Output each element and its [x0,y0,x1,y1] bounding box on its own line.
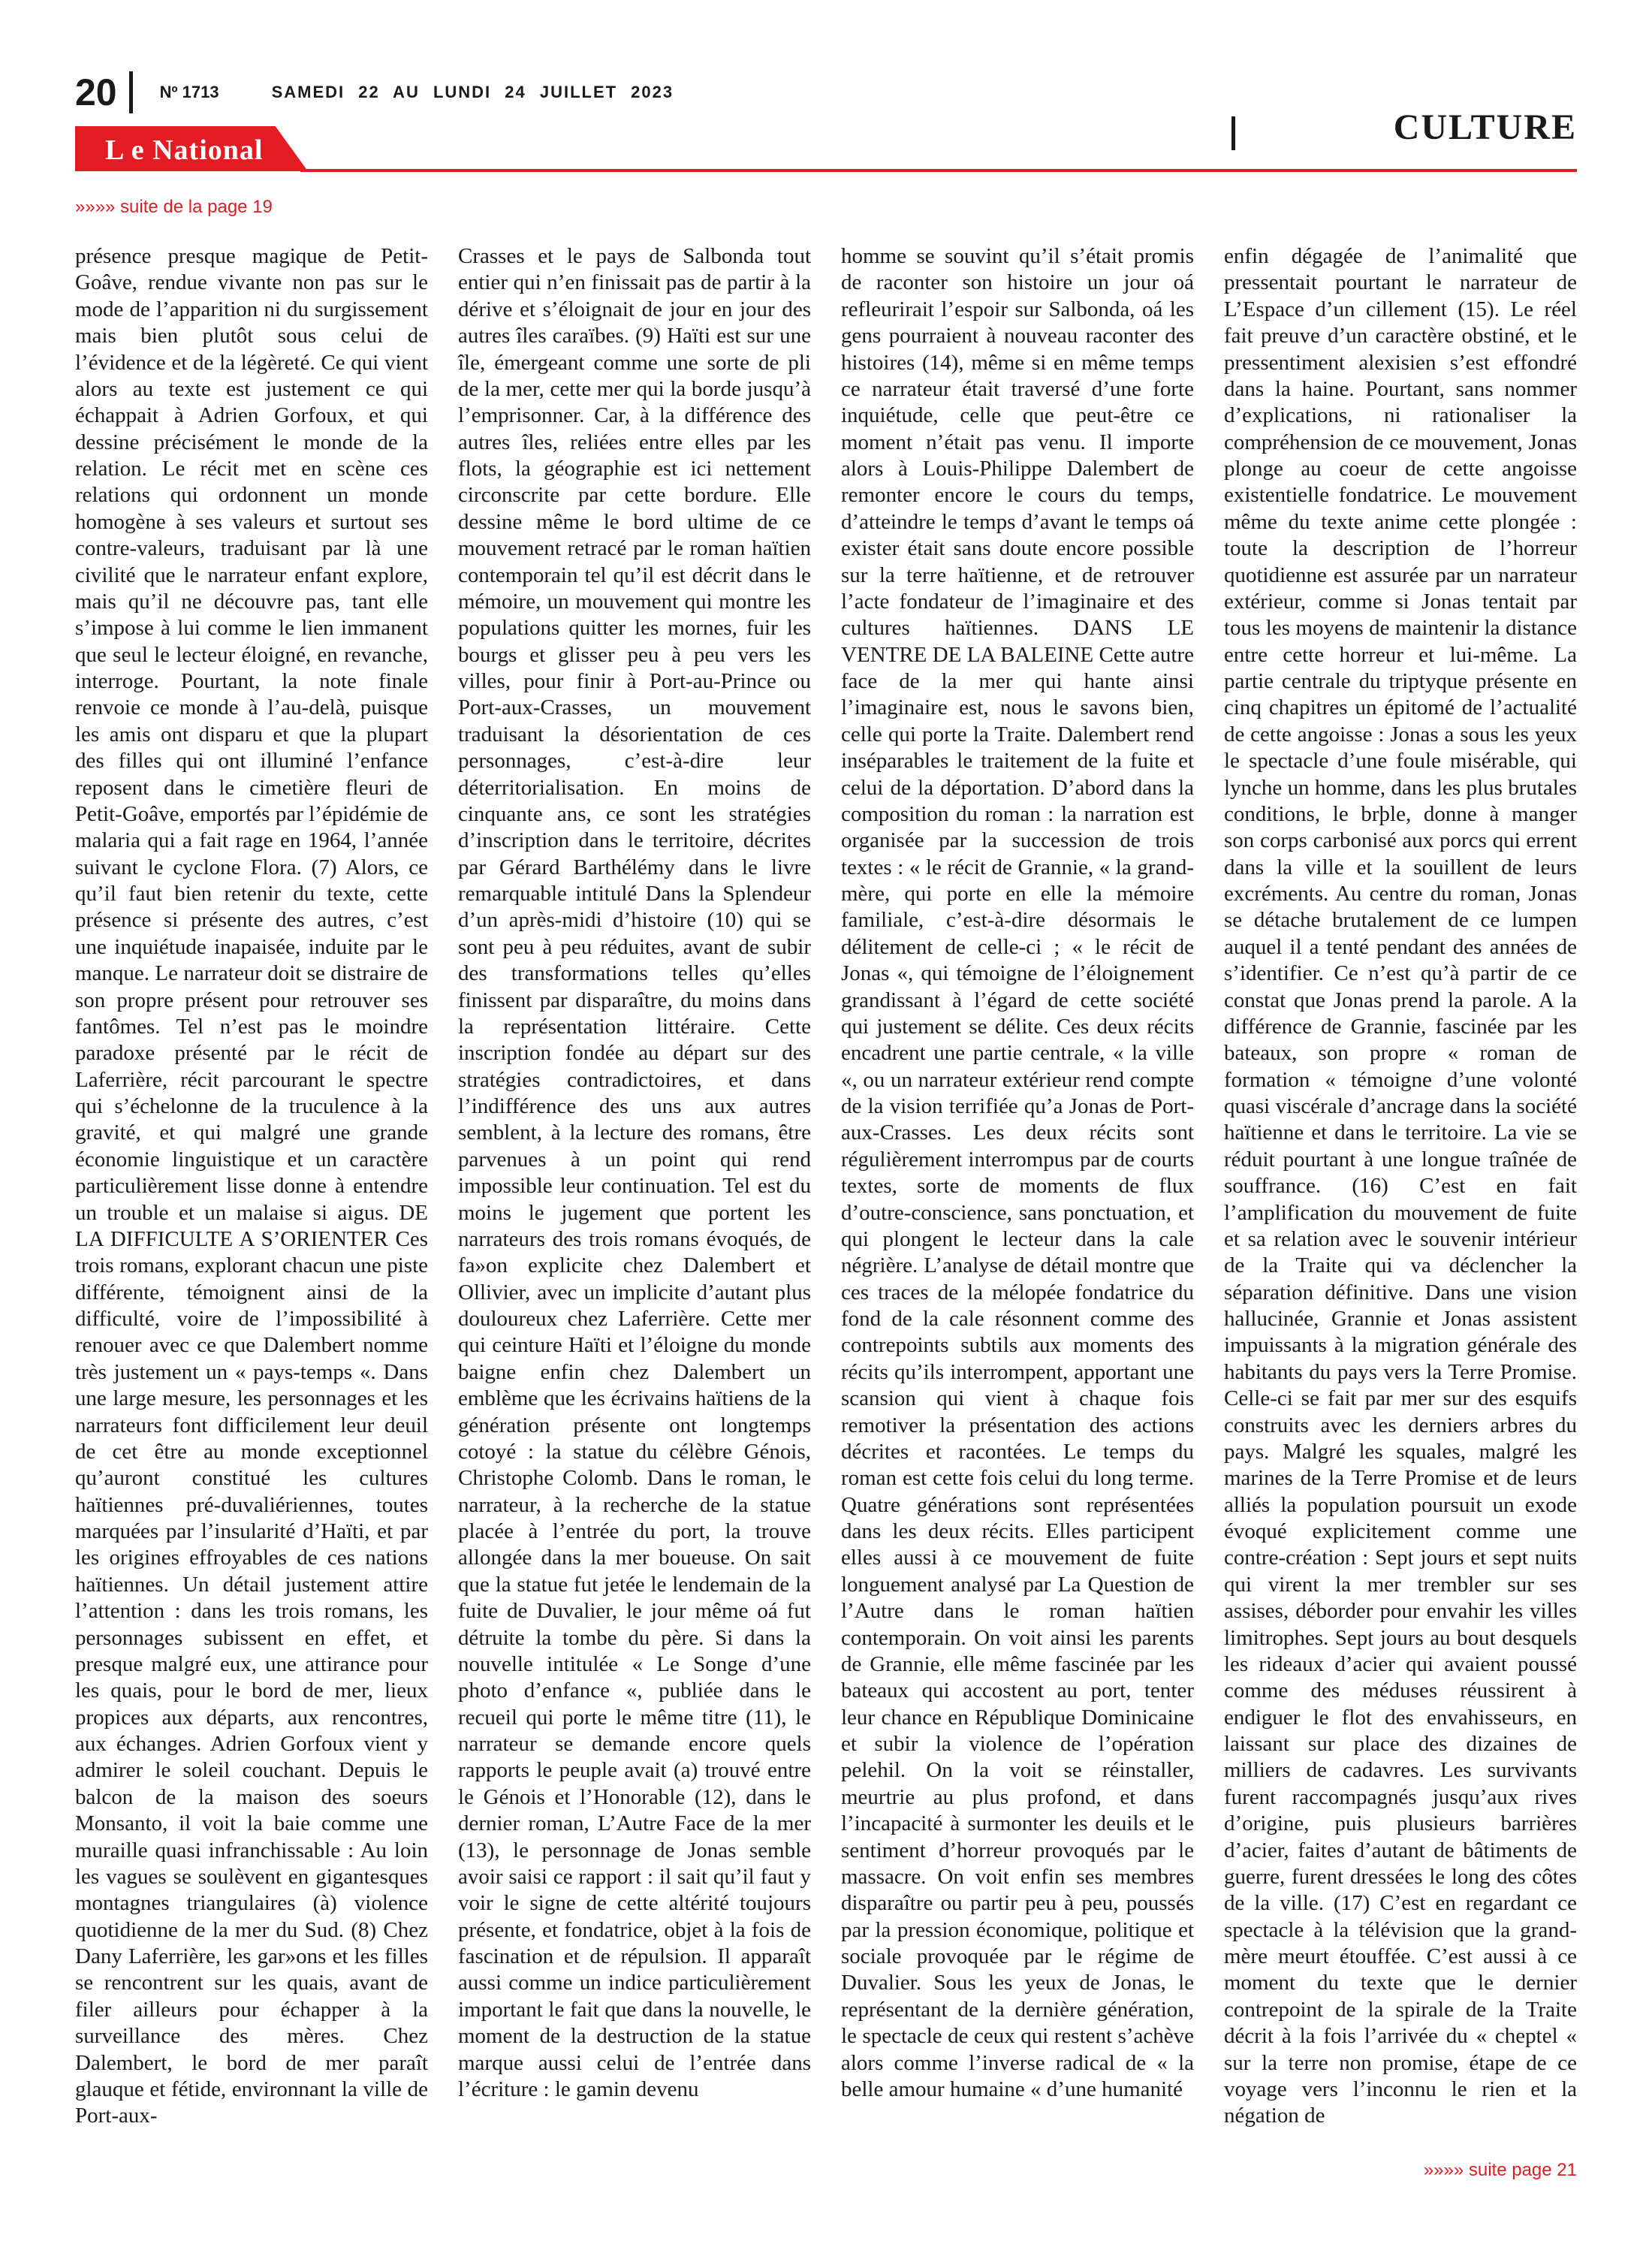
section-title: CULTURE [1393,107,1577,147]
masthead [75,69,674,116]
page-number: 20 [75,71,117,113]
column-text: Crasses et le pays de Salbonda tout entier qui n’en finissait pas de partir à la dérive et s’éloignait de jour en jour des autres îles caraïbes. (9) Haïti est sur une île, émergeant comme une sorte de pli de la mer, cette mer qui la borde jusqu’à l’emprisonner. Car, à la différence des autres îles, reliées entre elles par les flots, la géographie est ici nettement circonscrite par cette bordure. Elle dessine même le bord ultime de ce mouvement retracé par le roman haïtien contemporain tel qu’il est décrit dans le mémoire, un mouvement qui montre les populations quitter les mornes, fuir les bourgs et glisser peu à peu vers les villes, pour finir à Port-au-Prince ou Port-aux-Crasses, un mouvement traduisant la désorientation de ces personnages, c’est-à-dire leur déterritorialisation. En moins de cinquante ans, ce sont les stratégies d’inscription dans le territoire, décrites par Gérard Barthélémy dans le livre remarquable intitulé Dans la Splendeur d’un après-midi d’histoire (10) qui se sont peu à peu réduites, avant de subir des transformations telles qu’elles finissent par disparaître, du moins dans la représentation littéraire. Cette inscription fondée au départ sur des stratégies contradictoires, et dans l’indifférence des uns aux autres semblent, à la lecture des romans, être parvenues à un point qui rend impossible leur continuation. Tel est du moins le jugement que portent les narrateurs des trois romans évoqués, de fa»on explicite chez Dalembert et Ollivier, avec un implicite d’autant plus douloureux chez Laferrière. Cette mer qui ceinture Haïti et l’éloigne du monde baigne enfin chez Dalembert un emblème que les écrivains haïtiens de la génération présente ont longtemps cotoyé : la statue du célèbre Génois, Christophe Colomb. Dans le roman, le narrateur, à la recherche de la statue placée à l’entrée du port, la trouve allongée dans la mer boueuse. On sait que la statue fut jetée le lendemain de la fuite de Duvalier, le jour même oá fut détruite la tombe du père. Si dans la nouvelle intitulée « Le Songe d’une photo d’enfance «, publiée dans le recueil qui porte le même titre (11), le narrateur se demande encore quels rapports le peuple avait (a) trouvé entre le Génois et l’Honorable (12), dans le dernier roman, L’Autre Face de la mer (13), le personnage de Jonas semble avoir saisi ce rapport : il sait qu’il faut y voir le signe de cette altérité toujours présente, et fondatrice, objet à la fois de fascination et de répulsion. Il apparaît aussi comme un indice particulièrement important le fait que dans la nouvelle, le moment de la destruction de la statue marque aussi celui de l’entrée dans l’écriture : le gamin devenu [458,244,811,2101]
article-column-1 [75,243,428,2160]
header-rule [300,169,1577,172]
continued-from-link[interactable]: »»»» suite de la page 19 [75,197,273,217]
issue-number: Nº 1713 [159,83,219,101]
article-body [75,243,1577,2160]
page-number-divider [129,71,133,113]
column-text: enfin dégagée de l’animalité que pressentait pourtant le narrateur de L’Espace d’un cillement (15). Le réel fait preuve d’un caractère obstiné, et le pressentiment alexisien s’est effondré dans la haine. Pourtant, sans nommer d’explications, ni rationaliser la compréhension de ce mouvement, Jonas plonge au coeur de cette angoisse existentielle fondatrice. Le mouvement même du texte anime cette plongée : toute la description de l’horreur quotidienne est assurée par un narrateur extérieur, comme si Jonas tentait par tous les moyens de maintenir la distance entre cette horreur et lui-même. La partie centrale du triptyque présente en cinq chapitres un épitomé de l’actualité de cette angoisse : Jonas a sous les yeux le spectacle d’une foule misérable, qui lynche un homme, dans les plus brutales conditions, le brþle, donne à manger son corps carbonisé aux porcs qui errent dans la ville et la souillent de leurs excréments. Au centre du roman, Jonas se détache brutalement de ce lumpen auquel il a tenté pendant des années de s’identifier. Ce n’est qu’à partir de ce constat que Jonas prend la parole. A la différence de Grannie, fascinée par les bateaux, son propre « roman de formation « témoigne d’une volonté quasi viscérale d’ancrage dans la société haïtienne et dans le territoire. La vie se réduit pourtant à une longue traînée de souffrance. (16) C’est en fait l’amplification du mouvement de fuite et sa relation avec le souvenir intérieur de la Traite qui va déclencher la séparation définitive. Dans une vision hallucinée, Grannie et Jonas assistent impuissants à la migration générale des habitants du pays vers la Terre Promise. Celle-ci se fait par mer sur des esquifs construits avec les derniers arbres du pays. Malgré les squales, malgré les marines de la Terre Promise et de leurs alliés la population poursuit un exode évoqué explicitement comme une contre-création : Sept jours et sept nuits qui virent la mer trembler sur ses assises, déborder pour envahir les villes limitrophes. Sept jours au bout desquels les rideaux d’acier qui avaient poussé comme des méduses réussirent à endiguer le flot des envahisseurs, en laissant sur place des dizaines de milliers de cadavres. Les survivants furent raccompagnés jusqu’aux rives d’origine, puis plusieurs barrières d’acier, faites d’autant de bâtiments de guerre, furent dressées le long des côtes de la ville. (17) C’est en regardant ce spectacle à la télévision que la grand-mère meurt étouffée. C’est aussi à ce moment du texte que le dernier contrepoint de la spirale de la Traite décrit à la fois l’arrivée du « cheptel « sur la terre non promise, étape de ce voyage vers l’inconnu le rien et la négation de [1224,244,1577,2128]
brand-logo: L e National [105,134,264,166]
article-column-4 [1224,243,1577,2160]
issue-date: SAMEDI 22 AU LUNDI 24 JUILLET 2023 [271,83,674,101]
section-divider [1231,116,1235,150]
continued-to-link[interactable]: »»»» suite page 21 [1423,2160,1577,2180]
column-text: présence presque magique de Petit-Goâve, rendue vivante non pas sur le mode de l’apparition ni du surgissement mais bien plutôt sous celui de l’évidence et de la légèreté. Ce qui vient alors au texte est justement ce qui échappait à Adrien Gorfoux, et qui dessine précisément le monde de la relation. Le récit met en scène ces relations qui ordonnent un monde homogène à ses valeurs et surtout ses contre-valeurs, traduisant par là une civilité que le narrateur enfant explore, mais qu’il ne découvre pas, tant elle s’impose à lui comme le lien immanent que seul le lecteur éloigné, en revanche, interroge. Pourtant, la note finale renvoie ce monde à l’au-delà, puisque les amis ont disparu et que la plupart des filles qui ont illuminé l’enfance reposent dans le cimetière fleuri de Petit-Goâve, emportés par l’épidémie de malaria qui a fait rage en 1964, l’année suivant le cyclone Flora. (7) Alors, ce qu’il faut bien retenir du texte, cette présence si présente des autres, c’est une inquiétude inapaisée, induite par le manque. Le narrateur doit se distraire de son propre présent pour retrouver ses fantômes. Tel n’est pas le moindre paradoxe présenté par le récit de Laferrière, récit parcourant le spectre qui s’échelonne de la truculence à la gravité, et qui malgré une grande économie linguistique et un caractère particulièrement lisse donne à entendre un trouble et un malaise si aigus. DE LA DIFFICULTE A S’ORIENTER Ces trois romans, explorant chacun une piste différente, témoignent ainsi de la difficulté, voire de l’impossibilité à renouer avec ce que Dalembert nomme très justement un « pays-temps «. Dans une large mesure, les personnages et les narrateurs font difficilement leur deuil de cet être au monde exceptionnel qu’auront constitué les cultures haïtiennes pré-duvaliériennes, toutes marquées par l’insularité d’Haïti, et par les origines effroyables de ces nations haïtiennes. Un détail justement attire l’attention : dans les trois romans, les personnages subissent en effet, et presque malgré eux, une attirance pour les quais, pour le bord de mer, lieux propices aux départs, aux rencontres, aux échanges. Adrien Gorfoux vient y admirer le soleil couchant. Depuis le balcon de la maison des soeurs Monsanto, il voit la baie comme une muraille quasi infranchissable : Au loin les vagues se soulèvent en gigantesques montagnes triangulaires (à) violence quotidienne de la mer du Sud. (8) Chez Dany Laferrière, les gar»ons et les filles se rencontrent sur les quais, avant de filer ailleurs pour échapper à la surveillance des mères. Chez Dalembert, le bord de mer paraît glauque et fétide, environnant la ville de Port-aux- [75,244,428,2128]
article-column-3 [841,243,1194,2160]
column-text: homme se souvint qu’il s’était promis de raconter son histoire un jour oá refleurirait l’espoir sur Salbonda, oá les gens pourraient à nouveau raconter des histoires (14), même si en même temps ce narrateur était traversé d’une forte inquiétude, celle que peut-être ce moment n’était pas venu. Il importe alors à Louis-Philippe Dalembert de remonter encore le cours du temps, d’atteindre le temps d’avant le temps oá exister était sans doute encore possible sur la terre haïtienne, et de retrouver l’acte fondateur de l’imaginaire et des cultures haïtiennes. DANS LE VENTRE DE LA BALEINE Cette autre face de la mer qui hante ainsi l’imaginaire est, nous le savons bien, celle qui porte la Traite. Dalembert rend inséparables le traitement de la fuite et celui de la déportation. D’abord dans la composition du roman : la narration est organisée par la succession de trois textes : « le récit de Grannie, « la grand-mère, qui porte en elle la mémoire familiale, c’est-à-dire désormais le délitement de celle-ci ; « le récit de Jonas «, qui témoigne de l’éloignement grandissant à l’égard de cette société qui justement se délite. Ces deux récits encadrent une partie centrale, « la ville «, ou un narrateur extérieur rend compte de la vision terrifiée qu’a Jonas de Port-aux-Crasses. Les deux récits sont régulièrement interrompus par de courts textes, sorte de moments de flux d’outre-conscience, sans ponctuation, et qui plongent le lecteur dans la cale négrière. L’analyse de détail montre que ces traces de la mélopée fondatrice du fond de la cale résonnent comme des contrepoints subtils aux moments des récits qu’ils interrompent, apportant une scansion qui vient à chaque fois remotiver la présentation des actions décrites et racontées. Le temps du roman est cette fois celui du long terme. Quatre générations sont représentées dans les deux récits. Elles participent elles aussi à ce mouvement de fuite longuement analysé par La Question de l’Autre dans le roman haïtien contemporain. On voit ainsi les parents de Grannie, elle même fascinée par les bateaux qui accostent au port, tenter leur chance en République Dominicaine et subir la violence de l’opération pelehil. On la voit se réinstaller, meurtrie au plus profond, et dans l’incapacité à surmonter les deuils et le sentiment d’horreur provoqués par le massacre. On voit enfin ses membres disparaître ou partir peu à peu, poussés par la pression économique, politique et sociale provoquée par le régime de Duvalier. Sous les yeux de Jonas, le représentant de la dernière génération, le spectacle de ceux qui restent s’achève alors comme l’inverse radical de « la belle amour humaine « d’une humanité [841,244,1194,2101]
article-column-2 [458,243,811,2160]
